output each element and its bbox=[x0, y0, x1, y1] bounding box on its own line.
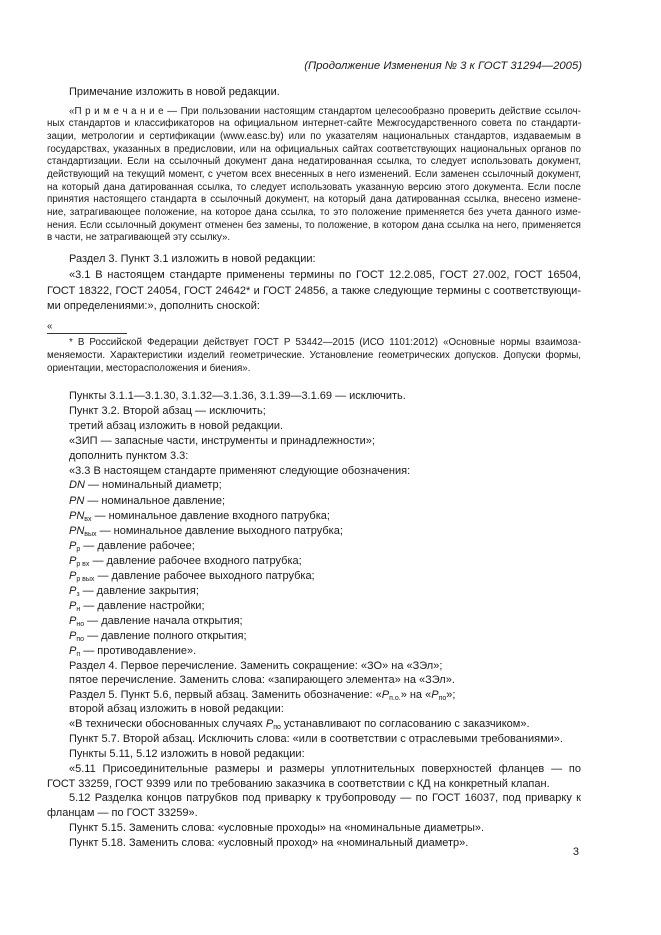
footnote-line: меняемости. Характеристики изделий геометрические. Установление геометрических допусков. Допуски формы, bbox=[47, 350, 581, 361]
symbol-row: $P_{по}$ — давление полного открытия; bbox=[69, 630, 247, 643]
sec3-line: ГОСТ 18322, ГОСТ 24054, ГОСТ 24642* и ГОСТ 24856, а также следующие термины с соответствующи- bbox=[47, 285, 581, 297]
symbol-row: $P_{р вых}$ — давление рабочее выходного патрубка; bbox=[69, 570, 315, 583]
page-number: 3 bbox=[572, 846, 579, 858]
symbol-row: $P_з$ — давление закрытия; bbox=[69, 585, 199, 598]
symbol-row: $P_р$ — давление рабочее; bbox=[69, 540, 195, 553]
item: «ЗИП — запасные части, инструменты и принадлежности»; bbox=[69, 435, 375, 447]
item: второй абзац изложить в новой редакции: bbox=[69, 703, 284, 715]
item: «3.3 В настоящем стандарте применяют следующие обозначения: bbox=[69, 465, 411, 477]
item: Пункт 5.15. Заменить слова: «условные проходы» на «номинальные диаметры». bbox=[69, 822, 485, 834]
item-line: 5.12 Разделка концов патрубков под приварку к трубопроводу — по ГОСТ 16037, под приварку к bbox=[69, 792, 581, 804]
note-line: нения. Если ссылочный документ отменен без замены, то положение, в котором дана ссылка на него, применяется bbox=[47, 220, 581, 231]
item: Пункт 5.18. Заменить слова: «условный проход» на «номинальный диаметр». bbox=[69, 837, 469, 849]
item: дополнить пунктом 3.3: bbox=[69, 450, 189, 462]
item: Раздел 4. Первое перечисление. Заменить сокращение: «ЗО» на «ЗЭл»; bbox=[69, 660, 443, 672]
footnote-line: ориентации, месторасположения и биения». bbox=[47, 363, 251, 374]
note-intro: Примечание изложить в новой редакции. bbox=[69, 86, 280, 98]
symbol-row: $PN_{вых}$ — номинальное давление выходного патрубка; bbox=[69, 525, 343, 538]
symbol-row: $PN_{вх}$ — номинальное давление входного патрубка; bbox=[69, 510, 330, 523]
footnote-line: * В Российской Федерации действует ГОСТ Р 53442—2015 (ИСО 1101:2012) «Основные нормы взаимоза- bbox=[69, 337, 581, 348]
note-line: ных стандартов и классификаторов на официальном интернет-сайте Межгосударственного совета по стандарти- bbox=[47, 118, 581, 129]
item: Пункты 5.11, 5.12 изложить в новой редакции: bbox=[69, 748, 305, 760]
symbol-row: $P_н$ — давление настройки; bbox=[69, 600, 205, 613]
symbol-row: $P_п$ — противодавление». bbox=[69, 645, 197, 658]
item: пятое перечисление. Заменить слова: «запирающего элемента» на «ЗЭл». bbox=[69, 674, 455, 686]
item: «В технически обоснованных случаях $P_{по}$ устанавливают по согласованию с заказчиком». bbox=[69, 718, 530, 731]
note-line: принятия настоящего стандарта в ссылочный документ, на который дана датированная ссылка, внесено измене- bbox=[47, 194, 581, 205]
note-line: стандартизации. Если на ссылочный документ дана недатированная ссылка, то следует использовать документ, bbox=[47, 156, 581, 167]
item-line: ГОСТ 33259, ГОСТ 9399 или по требованию заказчика в соответствии с КД на конкретный клапан. bbox=[47, 778, 550, 790]
sec3-intro: Раздел 3. Пункт 3.1 изложить в новой редакции: bbox=[69, 253, 316, 265]
item: Пункты 3.1.1—3.1.30, 3.1.32—3.1.36, 3.1.39—3.1.69 — исключить. bbox=[69, 390, 406, 402]
note-line: «П р и м е ч а н и е — При пользовании настоящим стандартом целесообразно проверить действие ссылоч- bbox=[69, 106, 581, 117]
symbol-row: $P_{но}$ — давление начала открытия; bbox=[69, 615, 243, 628]
running-header: (Продолжение Изменения № 3 к ГОСТ 31294—2005) bbox=[304, 60, 582, 72]
footnote-mark: « bbox=[47, 321, 53, 332]
symbol-row: PN — номинальное давление; bbox=[69, 495, 226, 507]
sec3-line: ми определениями:», дополнить сноской: bbox=[47, 300, 260, 312]
item-line: «5.11 Присоединительные размеры и размеры уплотнительных поверхностей фланцев — по bbox=[69, 763, 581, 775]
note-line: на который дана датированная ссылка, то следует использовать указанную версию этого документа. Если после bbox=[47, 182, 581, 193]
item: Пункт 3.2. Второй абзац — исключить; bbox=[69, 405, 266, 417]
item-line: фланцам — по ГОСТ 33259». bbox=[47, 807, 198, 819]
note-line: действующий на текущий момент, с учетом всех внесенных в него изменений. Если заменен ссылочный документ, bbox=[47, 169, 581, 180]
item: Пункт 5.7. Второй абзац. Исключить слова: «или в соответствии с отраслевыми требованиями». bbox=[69, 733, 563, 745]
note-line: зации, метрологии и сертификации (www.easc.by) или по указателям национальных стандартов, издаваемым в bbox=[47, 131, 581, 142]
item: третий абзац изложить в новой редакции. bbox=[69, 420, 284, 432]
note-line: в части, не затрагивающей эту ссылку». bbox=[47, 232, 231, 243]
note-line: ние, затрагивающее положение, на которое дана ссылка, то это положение применяется без учета данного изме- bbox=[47, 207, 581, 218]
note-line: государствах, указанных в предисловии, или на официальных сайтах соответствующих национальных органов по bbox=[47, 144, 581, 155]
symbol-row: DN — номинальный диаметр; bbox=[69, 479, 222, 491]
item: Раздел 5. Пункт 5.6, первый абзац. Заменить обозначение: «$P_{п.о.}$» на «$P_{по}$»; bbox=[69, 689, 456, 702]
sec3-line: «3.1 В настоящем стандарте применены термины по ГОСТ 12.2.085, ГОСТ 27.002, ГОСТ 16504, bbox=[69, 269, 581, 281]
symbol-row: $P_{р вх}$ — давление рабочее входного патрубка; bbox=[69, 555, 302, 568]
footnote-rule bbox=[47, 333, 127, 334]
